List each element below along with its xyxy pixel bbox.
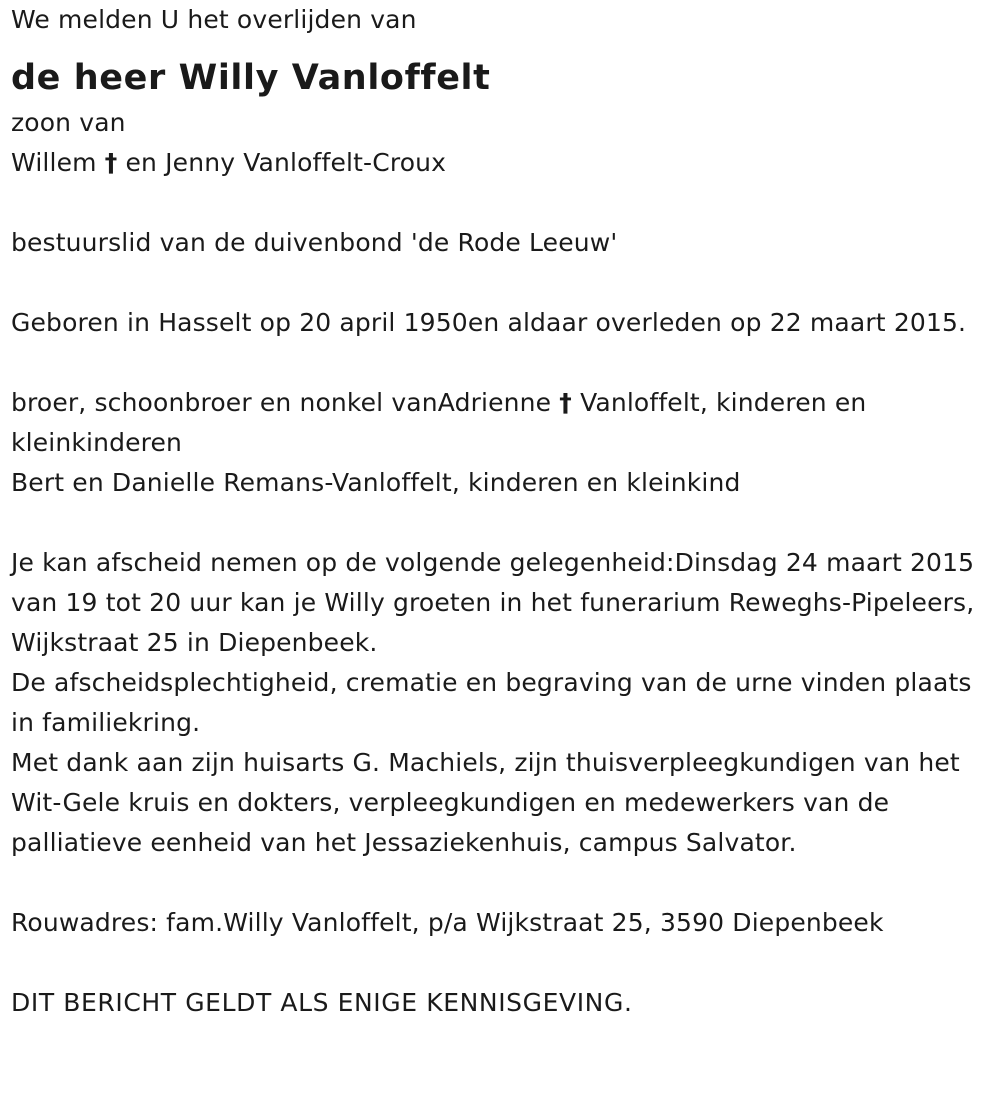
spacer	[11, 943, 986, 983]
birth-death-text: Geboren in Hasselt op 20 april 1950en aldaar overleden op 22 maart 2015.	[11, 308, 967, 337]
cross-icon: †	[559, 388, 572, 417]
family-line	[11, 383, 986, 463]
thanks-paragraph: Met dank aan zijn huisarts G. Machiels, zijn thuisverpleegkundigen van het Wit-Gele kruis en dokters, verpleegkundigen en medewerkers van de palliatieve eenheid van het Jessaziekenhuis, campus Salvator.	[11, 748, 960, 857]
family-line-2: Bert en Danielle Remans-Vanloffelt, kinderen en kleinkind	[11, 468, 741, 497]
spacer	[11, 183, 986, 223]
cross-icon: †	[104, 148, 118, 177]
family-prefix: broer, schoonbroer en nonkel vanAdrienne	[11, 388, 552, 417]
spacer	[11, 503, 986, 543]
farewell-paragraph: Je kan afscheid nemen op de volgende gelegenheid:Dinsdag 24 maart 2015 van 19 tot 20 uur kan je Willy groeten in het funerarium Reweghs-Pipeleers, Wijkstraat 25 in Diepenbeek.	[11, 548, 975, 657]
family-suffix: Vanloffelt, kinderen en kleinkinderen	[11, 388, 867, 457]
father-name: Willem	[11, 148, 97, 177]
function-text: bestuurslid van de duivenbond 'de Rode Leeuw'	[11, 228, 618, 257]
mourning-address: Rouwadres: fam.Willy Vanloffelt, p/a Wijkstraat 25, 3590 Diepenbeek	[11, 908, 884, 937]
spacer	[11, 863, 986, 903]
notice-text: DIT BERICHT GELDT ALS ENIGE KENNISGEVING.	[11, 988, 633, 1017]
obituary-notice	[11, 0, 986, 1023]
mother-name: en Jenny Vanloffelt-Croux	[125, 148, 447, 177]
intro-text: We melden U het overlijden van	[11, 5, 417, 34]
spacer	[11, 263, 986, 303]
relation-text: zoon van	[11, 108, 126, 137]
spacer	[11, 343, 986, 383]
deceased-name: de heer Willy Vanloffelt	[11, 58, 491, 98]
parents-line	[11, 143, 986, 183]
ceremony-paragraph: De afscheidsplechtigheid, crematie en begraving van de urne vinden plaats in familiekring.	[11, 668, 972, 737]
